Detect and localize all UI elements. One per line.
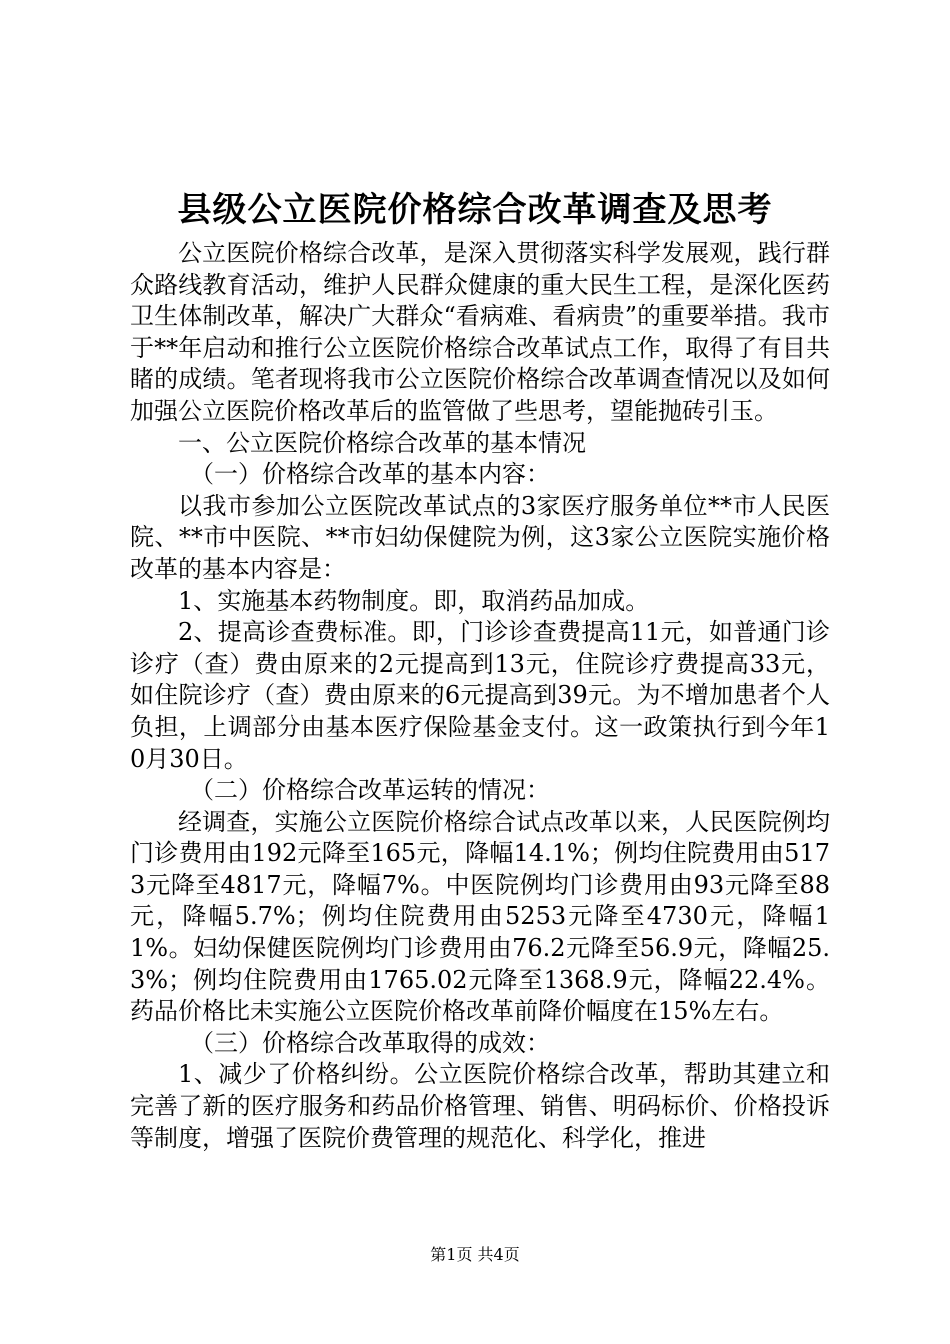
subsection-heading-3: （三）价格综合改革取得的成效： [190, 1028, 550, 1057]
document-title: 县级公立医院价格综合改革调查及思考 [177, 190, 773, 230]
paragraph-survey-results: 经调查，实施公立医院价格综合试点改革以来，人民医院例均门诊费用由192元降至165元，降幅14.1%；例均住院费用由5173元降至4817元，降幅7%。中医院例均门诊费用由93元降至88元，降幅5.7%；例均住院费用由5253元降至4730元，降幅11%。妇幼保健医院例均门诊费用由76.2元降至56.9元，降幅25.3%；例均住院费用由1765.02元降至1368.9元，降幅22.4%。药品价格比未实施公立医院价格改革前降价幅度在15%左右。 [130, 807, 830, 1026]
paragraph-pilot-units: 以我市参加公立医院改革试点的3家医疗服务单位**市人民医院、**市中医院、**市妇幼保健院为例，这3家公立医院实施价格改革的基本内容是： [130, 491, 830, 583]
subsection-heading-1: （一）价格综合改革的基本内容： [190, 460, 550, 489]
document-body [130, 238, 830, 1154]
page-footer: 第1页 共4页 [430, 1245, 520, 1264]
intro-paragraph: 公立医院价格综合改革，是深入贯彻落实科学发展观，践行群众路线教育活动，维护人民群众健康的重大民生工程，是深化医药卫生体制改革，解决广大群众“看病难、看病贵”的重要举措。我市于**年启动和推行公立医院价格综合改革试点工作，取得了有目共睹的成绩。笔者现将我市公立医院价格综合改革调查情况以及如何加强公立医院价格改革后的监管做了些思考，望能抛砖引玉。 [130, 239, 830, 425]
list-item-3: 1、减少了价格纠纷。公立医院价格综合改革，帮助其建立和完善了新的医疗服务和药品价格管理、销售、明码标价、价格投诉等制度，增强了医院价费管理的规范化、科学化，推进 [130, 1060, 830, 1152]
subsection-heading-2: （二）价格综合改革运转的情况： [190, 776, 550, 805]
list-item-2: 2、提高诊查费标准。即，门诊诊查费提高11元，如普通门诊诊疗（查）费由原来的2元提高到13元，住院诊疗费提高33元，如住院诊疗（查）费由原来的6元提高到39元。为不增加患者个人负担，上调部分由基本医疗保险基金支付。这一政策执行到今年10月30日。 [130, 618, 830, 773]
list-item-1: 1、实施基本药物制度。即，取消药品加成。 [178, 586, 650, 615]
section-heading-1: 一、公立医院价格综合改革的基本情况 [178, 428, 586, 457]
